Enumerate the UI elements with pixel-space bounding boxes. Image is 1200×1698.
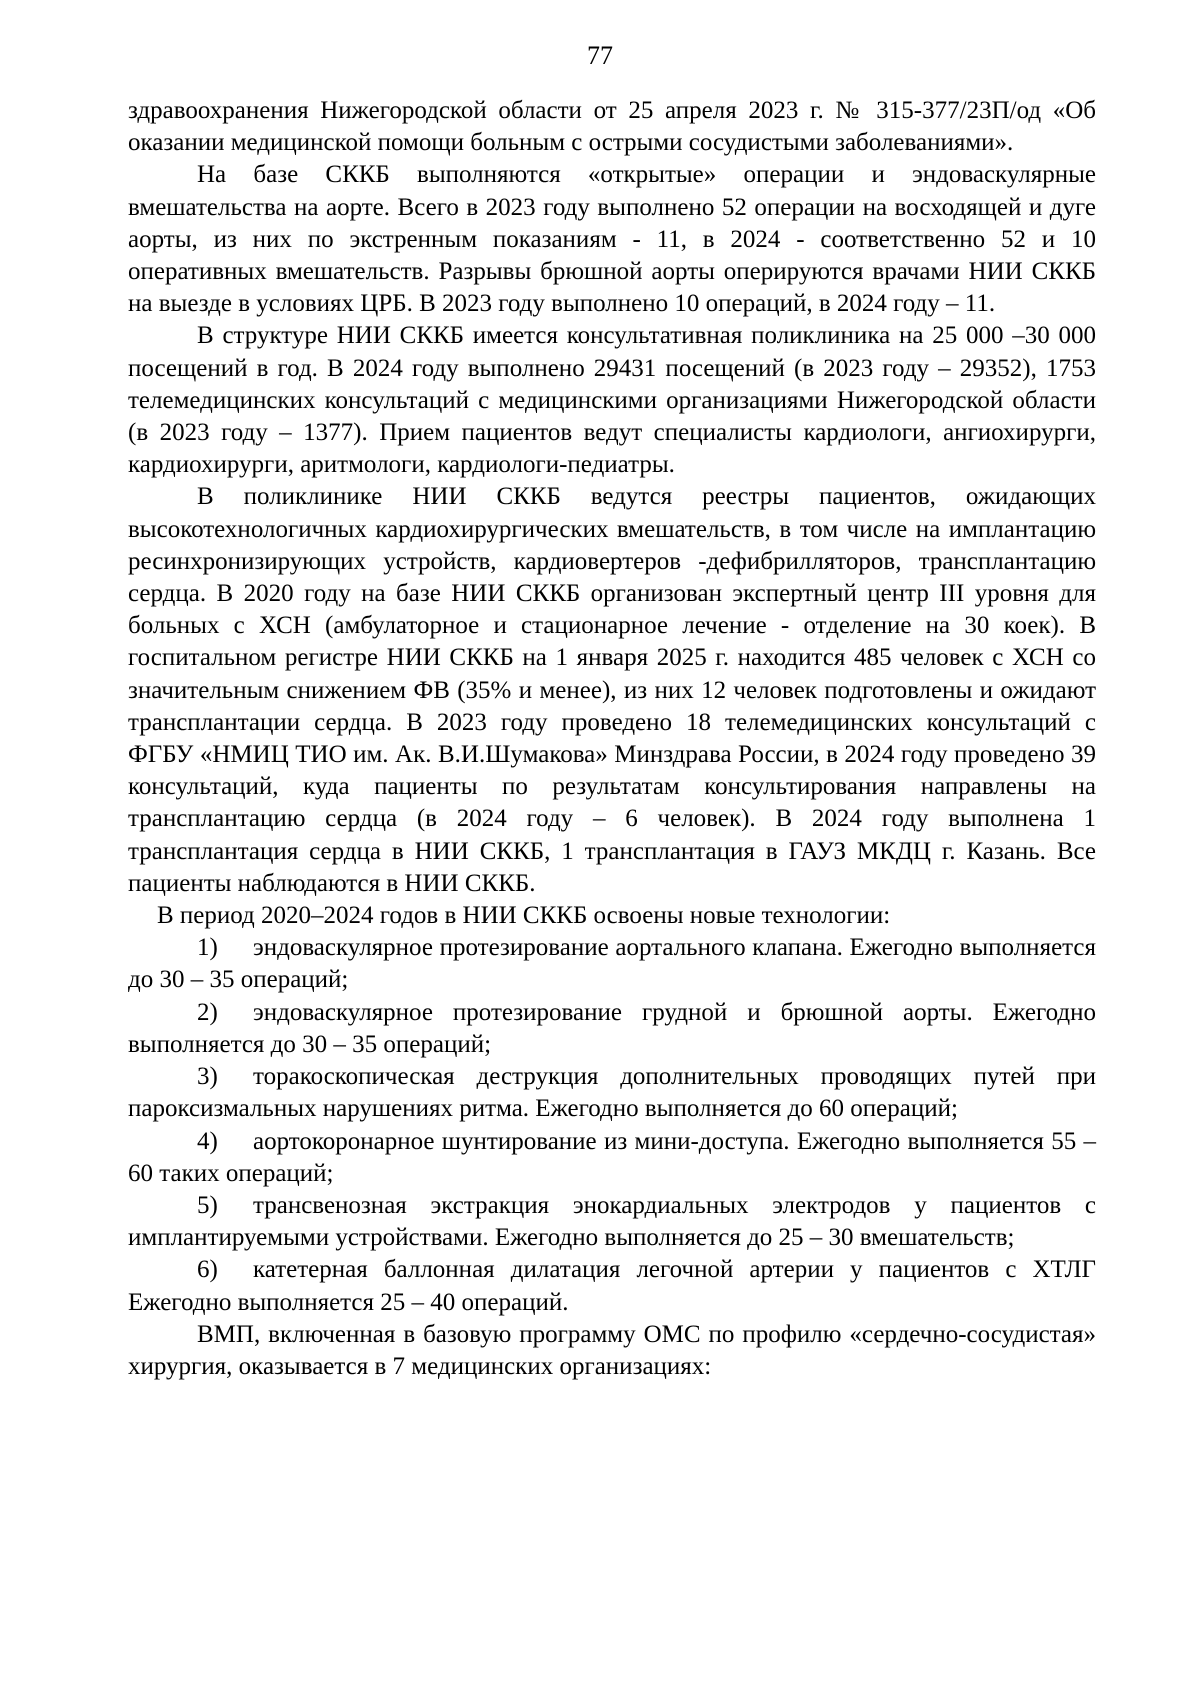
- list-item-text: трансвенозная экстракция энокардиальных электродов у пациентов с имплантируемыми устройствами. Ежегодно выполняется до 25 – 30 вмешательств;: [128, 1191, 1096, 1252]
- list-item: [128, 1254, 1096, 1318]
- paragraph-polyclinic: В структуре НИИ СККБ имеется консультативная поликлиника на 25 000 –30 000 посещений в год. В 2024 году выполнено 29431 посещений (в 2023 году – 29352), 1753 телемедицинских консультаций с медицинскими организациями Нижегородской области (в 2023 году – 1377). Прием пациентов ведут специалисты кардиологи, ангиохирурги, кардиохирурги, аритмологи, кардиологи-педиатры.: [128, 322, 1096, 479]
- list-item-number: 3): [197, 1063, 218, 1091]
- paragraph-vmp-oms: ВМП, включенная в базовую программу ОМС по профилю «сердечно-сосудистая» хирургия, оказывается в 7 медицинских организациях:: [128, 1320, 1096, 1380]
- list-item: [128, 1061, 1096, 1125]
- list-item-text: эндоваскулярное протезирование аортального клапана. Ежегодно выполняется до 30 – 35 операций;: [128, 934, 1096, 994]
- list-item: [128, 1126, 1096, 1190]
- page-number: 77: [587, 41, 613, 70]
- list-item: [128, 1190, 1096, 1254]
- list-item: [128, 932, 1096, 996]
- list-item-number: 5): [197, 1191, 218, 1219]
- list-item-text: катетерная баллонная дилатация легочной артерии у пациентов с ХТЛГ Ежегодно выполняется 25 – 40 операций.: [128, 1256, 1096, 1316]
- list-item-number: 6): [197, 1256, 218, 1284]
- list-item-text: аортокоронарное шунтирование из мини-доступа. Ежегодно выполняется 55 – 60 таких операций;: [128, 1127, 1096, 1187]
- paragraph-aorta-operations: На базе СККБ выполняются «открытые» операции и эндоваскулярные вмешательства на аорте. Всего в 2023 году выполнено 52 операции на восходящей и дуге аорты, из них по экстренным показаниям - 11, в 2024 - соответственно 52 и 10 оперативных вмешательств. Разрывы брюшной аорты оперируются врачами НИИ СККБ на выезде в условиях ЦРБ. В 2023 году выполнено 10 операций, в 2024 году – 11.: [128, 161, 1096, 318]
- list-item-number: 4): [197, 1127, 218, 1155]
- list-item-text: эндоваскулярное протезирование грудной и брюшной аорты. Ежегодно выполняется до 30 – 35 операций;: [128, 998, 1096, 1058]
- paragraph-new-technologies: В период 2020–2024 годов в НИИ СККБ освоены новые технологии:: [157, 902, 891, 930]
- list-item-text: торакоскопическая деструкция дополнительных проводящих путей при пароксизмальных нарушениях ритма. Ежегодно выполняется до 60 операций;: [128, 1063, 1096, 1123]
- list-item: [128, 997, 1096, 1061]
- list-item-number: 1): [197, 934, 218, 962]
- paragraph-continuation: здравоохранения Нижегородской области от 25 апреля 2023 г. № 315-377/23П/од «Об оказании медицинской помощи больным с острыми сосудистыми заболеваниями».: [128, 97, 1096, 157]
- paragraph-registries: В поликлинике НИИ СККБ ведутся реестры пациентов, ожидающих высокотехнологичных кардиохирургических вмешательств, в том числе на имплантацию ресинхронизирующих устройств, кардиовертеров -дефибрилляторов, трансплантацию сердца. В 2020 году на базе НИИ СККБ организован экспертный центр III уровня для больных с ХСН (амбулаторное и стационарное лечение - отделение на 30 коек). В госпитальном регистре НИИ СККБ на 1 января 2025 г. находится 485 человек с ХСН со значительным снижением ФВ (35% и менее), из них 12 человек подготовлены и ожидают трансплантации сердца. В 2023 году проведено 18 телемедицинских консультаций с ФГБУ «НМИЦ ТИО им. Ак. В.И.Шумакова» Минздрава России, в 2024 году проведено 39 консультаций, куда пациенты по результатам консультирования направлены на трансплантацию сердца (в 2024 году – 6 человек). В 2024 году выполнена 1 трансплантация сердца в НИИ СККБ, 1 трансплантация в ГАУЗ МКДЦ г. Казань. Все пациенты наблюдаются в НИИ СККБ.: [128, 483, 1096, 897]
- list-item-number: 2): [197, 998, 218, 1026]
- document-body: [128, 95, 1096, 1383]
